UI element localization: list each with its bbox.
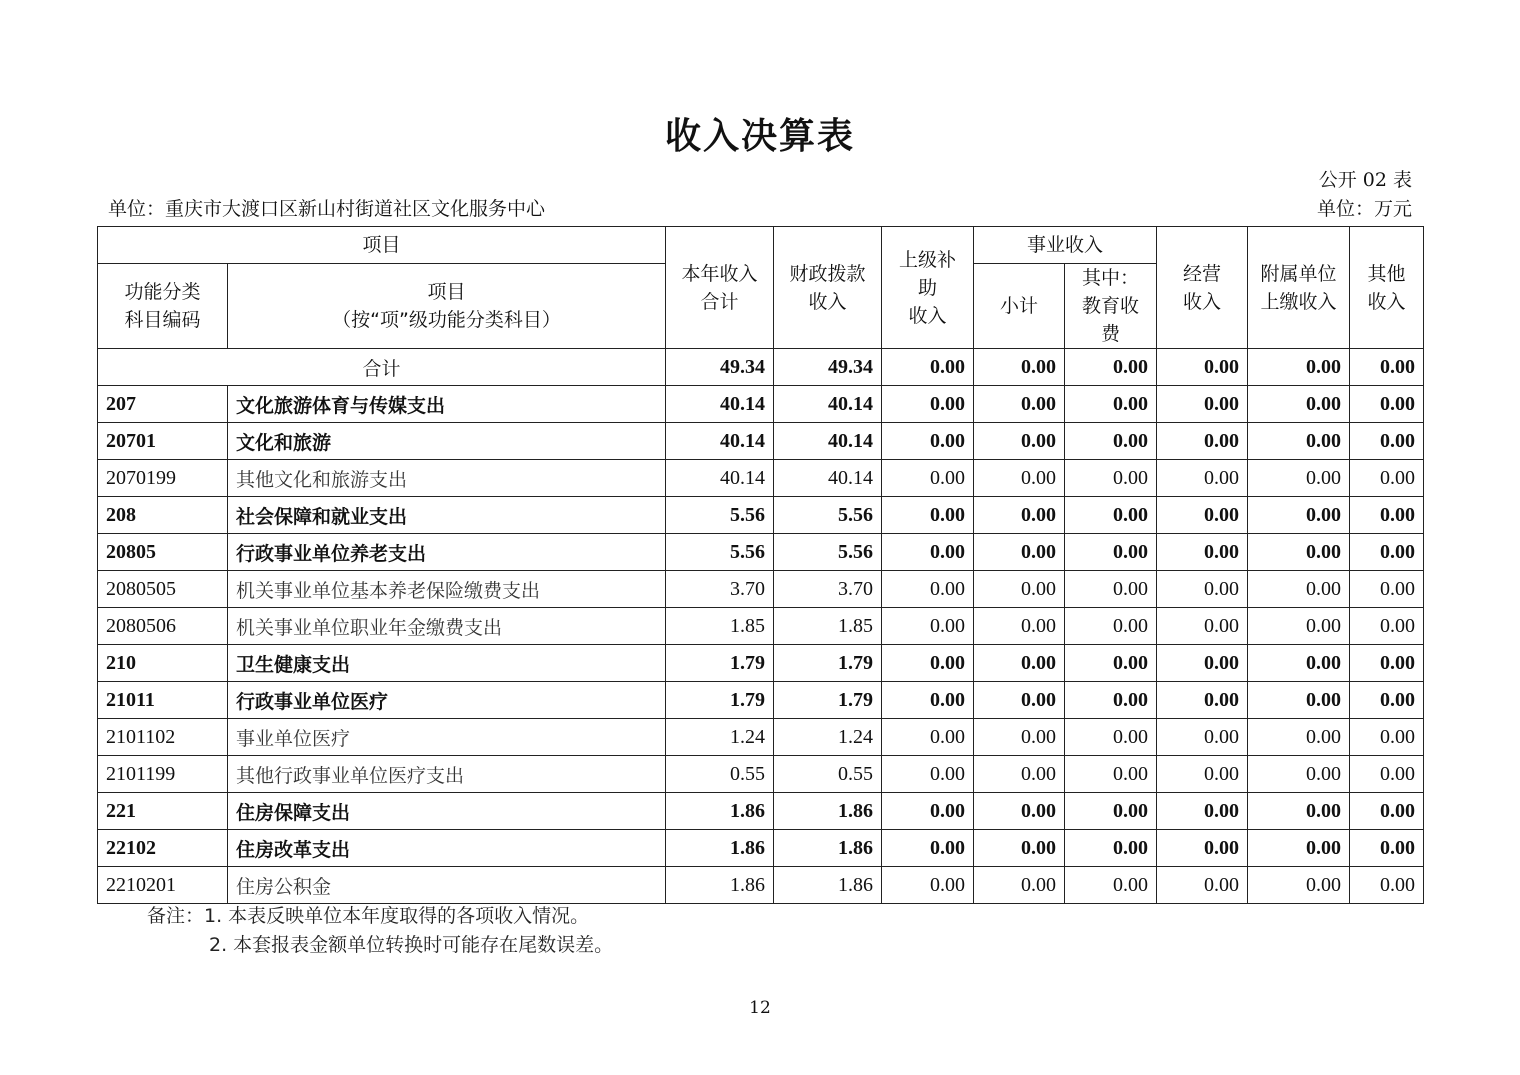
header-edu-fee: 其中： 教育收费 (1065, 264, 1157, 349)
edu-fee-cell: 0.00 (1065, 460, 1157, 497)
total-income-cell: 1.86 (666, 830, 774, 867)
business-subtotal-cell: 0.00 (974, 719, 1065, 756)
header-operating: 经营 收入 (1157, 227, 1248, 349)
operating-cell: 0.00 (1157, 867, 1248, 904)
affiliated-cell: 0.00 (1248, 756, 1350, 793)
affiliated-cell: 0.00 (1248, 867, 1350, 904)
total-income-cell: 1.86 (666, 793, 774, 830)
fiscal-cell: 40.14 (774, 386, 882, 423)
affiliated-cell: 0.00 (1248, 793, 1350, 830)
table-row (98, 497, 1424, 534)
edu-fee-cell: 0.00 (1065, 830, 1157, 867)
item-name-cell: 卫生健康支出 (228, 645, 666, 682)
edu-fee-cell: 0.00 (1065, 719, 1157, 756)
item-name-cell: 文化旅游体育与传媒支出 (228, 386, 666, 423)
edu-fee-cell: 0.00 (1065, 608, 1157, 645)
edu-fee-cell: 0.00 (1065, 682, 1157, 719)
business-subtotal-cell: 0.00 (974, 756, 1065, 793)
operating-cell: 0.00 (1157, 608, 1248, 645)
superior-cell: 0.00 (882, 756, 974, 793)
table-row (98, 645, 1424, 682)
item-name-cell: 机关事业单位职业年金缴费支出 (228, 608, 666, 645)
header-total-income: 本年收入 合计 (666, 227, 774, 349)
edu-fee-cell: 0.00 (1065, 571, 1157, 608)
operating-cell: 0.00 (1157, 830, 1248, 867)
header-affiliated: 附属单位 上缴收入 (1248, 227, 1350, 349)
edu-fee-cell: 0.00 (1065, 497, 1157, 534)
total-income-cell: 1.79 (666, 645, 774, 682)
item-name-cell: 住房保障支出 (228, 793, 666, 830)
total-income-cell: 1.85 (666, 608, 774, 645)
operating-cell: 0.00 (1157, 386, 1248, 423)
edu-fee-cell: 0.00 (1065, 645, 1157, 682)
table-row (98, 534, 1424, 571)
business-subtotal-cell: 0.00 (974, 423, 1065, 460)
fiscal-cell: 1.86 (774, 793, 882, 830)
fiscal-cell: 1.86 (774, 830, 882, 867)
operating-cell: 0.00 (1157, 497, 1248, 534)
table-row (98, 423, 1424, 460)
edu-fee-cell: 0.00 (1065, 386, 1157, 423)
affiliated-cell: 0.00 (1248, 682, 1350, 719)
unit-currency: 单位：万元 (1316, 198, 1412, 220)
superior-cell: 0.00 (882, 682, 974, 719)
code-cell: 221 (98, 793, 228, 830)
superior-cell: 0.00 (882, 793, 974, 830)
business-subtotal-cell: 0.00 (974, 534, 1065, 571)
table-row (98, 682, 1424, 719)
fiscal-cell: 1.86 (774, 867, 882, 904)
affiliated-cell: 0.00 (1248, 719, 1350, 756)
business-subtotal-cell: 0.00 (974, 830, 1065, 867)
header-item: 项目 (98, 227, 666, 264)
code-cell: 2210201 (98, 867, 228, 904)
total-income-cell: 3.70 (666, 571, 774, 608)
affiliated-cell: 0.00 (1248, 571, 1350, 608)
header-func-code: 功能分类 科目编码 (98, 264, 228, 349)
edu-fee-cell: 0.00 (1065, 793, 1157, 830)
other-cell: 0.00 (1350, 608, 1424, 645)
business-subtotal-cell: 0.00 (974, 682, 1065, 719)
item-name-cell: 其他文化和旅游支出 (228, 460, 666, 497)
operating-cell: 0.00 (1157, 423, 1248, 460)
other-cell: 0.00 (1350, 386, 1424, 423)
superior-cell: 0.00 (882, 830, 974, 867)
total-income-cell: 40.14 (666, 460, 774, 497)
superior-cell: 0.00 (882, 534, 974, 571)
header-other: 其他 收入 (1350, 227, 1424, 349)
item-name-cell: 住房公积金 (228, 867, 666, 904)
unit-organization: 单位：重庆市大渡口区新山村街道社区文化服务中心 (108, 198, 546, 220)
other-cell: 0.00 (1350, 719, 1424, 756)
edu-fee-cell: 0.00 (1065, 756, 1157, 793)
operating-cell: 0.00 (1157, 793, 1248, 830)
other-cell: 0.00 (1350, 423, 1424, 460)
total-income-cell: 1.24 (666, 719, 774, 756)
note-line-1: 备注：1. 本表反映单位本年度取得的各项收入情况。 (147, 905, 590, 927)
form-number: 公开 02 表 (1318, 169, 1412, 191)
code-cell: 2070199 (98, 460, 228, 497)
operating-cell: 0.00 (1157, 571, 1248, 608)
code-cell: 2080506 (98, 608, 228, 645)
operating-cell: 0.00 (1157, 534, 1248, 571)
operating-cell: 0.00 (1157, 460, 1248, 497)
code-cell: 2101199 (98, 756, 228, 793)
affiliated-cell: 0.00 (1248, 534, 1350, 571)
table-row (98, 386, 1424, 423)
superior-cell: 0.00 (882, 867, 974, 904)
business-subtotal-cell: 0.00 (974, 793, 1065, 830)
total-income-cell: 5.56 (666, 534, 774, 571)
operating-cell: 0.00 (1157, 682, 1248, 719)
code-cell: 20701 (98, 423, 228, 460)
notes (147, 902, 613, 960)
superior-cell: 0.00 (882, 571, 974, 608)
affiliated-cell: 0.00 (1248, 386, 1350, 423)
operating-cell: 0.00 (1157, 756, 1248, 793)
total-income-cell: 1.86 (666, 867, 774, 904)
other-cell: 0.00 (1350, 497, 1424, 534)
total-income-cell: 40.14 (666, 386, 774, 423)
superior-cell: 0.00 (882, 460, 974, 497)
superior-cell: 0.00 (882, 608, 974, 645)
edu-fee-cell: 0.00 (1065, 867, 1157, 904)
table-row (98, 830, 1424, 867)
fiscal-cell: 40.14 (774, 460, 882, 497)
code-cell: 207 (98, 386, 228, 423)
fiscal-cell: 0.55 (774, 756, 882, 793)
superior-cell: 0.00 (882, 719, 974, 756)
table-row (98, 571, 1424, 608)
other-cell: 0.00 (1350, 682, 1424, 719)
business-subtotal-cell: 0.00 (974, 460, 1065, 497)
other-cell: 0.00 (1350, 534, 1424, 571)
total-operating-cell: 0.00 (1157, 349, 1248, 386)
affiliated-cell: 0.00 (1248, 423, 1350, 460)
superior-cell: 0.00 (882, 497, 974, 534)
total-income-cell: 40.14 (666, 423, 774, 460)
note-line-2: 2. 本套报表金额单位转换时可能存在尾数误差。 (209, 934, 614, 956)
affiliated-cell: 0.00 (1248, 460, 1350, 497)
other-cell: 0.00 (1350, 793, 1424, 830)
total-total-income-cell: 49.34 (666, 349, 774, 386)
total-business-subtotal-cell: 0.00 (974, 349, 1065, 386)
code-cell: 20805 (98, 534, 228, 571)
table-row (98, 867, 1424, 904)
table-row (98, 608, 1424, 645)
page-number: 12 (749, 998, 771, 1018)
operating-cell: 0.00 (1157, 645, 1248, 682)
total-other-cell: 0.00 (1350, 349, 1424, 386)
item-name-cell: 住房改革支出 (228, 830, 666, 867)
total-edu-fee-cell: 0.00 (1065, 349, 1157, 386)
total-income-cell: 0.55 (666, 756, 774, 793)
code-cell: 21011 (98, 682, 228, 719)
page-title: 收入决算表 (664, 116, 855, 157)
business-subtotal-cell: 0.00 (974, 571, 1065, 608)
item-name-cell: 行政事业单位养老支出 (228, 534, 666, 571)
other-cell: 0.00 (1350, 867, 1424, 904)
business-subtotal-cell: 0.00 (974, 497, 1065, 534)
item-name-cell: 事业单位医疗 (228, 719, 666, 756)
business-subtotal-cell: 0.00 (974, 867, 1065, 904)
other-cell: 0.00 (1350, 460, 1424, 497)
header-item-sub: 项目 （按“项”级功能分类科目） (228, 264, 666, 349)
affiliated-cell: 0.00 (1248, 830, 1350, 867)
fiscal-cell: 1.24 (774, 719, 882, 756)
item-name-cell: 文化和旅游 (228, 423, 666, 460)
superior-cell: 0.00 (882, 386, 974, 423)
table-row (98, 756, 1424, 793)
code-cell: 210 (98, 645, 228, 682)
fiscal-cell: 3.70 (774, 571, 882, 608)
header-superior: 上级补助 收入 (882, 227, 974, 349)
other-cell: 0.00 (1350, 571, 1424, 608)
other-cell: 0.00 (1350, 756, 1424, 793)
business-subtotal-cell: 0.00 (974, 645, 1065, 682)
total-income-cell: 1.79 (666, 682, 774, 719)
item-name-cell: 社会保障和就业支出 (228, 497, 666, 534)
code-cell: 2080505 (98, 571, 228, 608)
total-income-cell: 5.56 (666, 497, 774, 534)
table-row (98, 719, 1424, 756)
total-affiliated-cell: 0.00 (1248, 349, 1350, 386)
fiscal-cell: 40.14 (774, 423, 882, 460)
fiscal-cell: 5.56 (774, 534, 882, 571)
superior-cell: 0.00 (882, 423, 974, 460)
total-row (98, 349, 1424, 386)
superior-cell: 0.00 (882, 645, 974, 682)
affiliated-cell: 0.00 (1248, 645, 1350, 682)
fiscal-cell: 1.85 (774, 608, 882, 645)
item-name-cell: 其他行政事业单位医疗支出 (228, 756, 666, 793)
total-superior-cell: 0.00 (882, 349, 974, 386)
header-subtotal: 小计 (974, 264, 1065, 349)
item-name-cell: 行政事业单位医疗 (228, 682, 666, 719)
total-fiscal-cell: 49.34 (774, 349, 882, 386)
code-cell: 208 (98, 497, 228, 534)
other-cell: 0.00 (1350, 645, 1424, 682)
edu-fee-cell: 0.00 (1065, 423, 1157, 460)
header-fiscal: 财政拨款 收入 (774, 227, 882, 349)
fiscal-cell: 5.56 (774, 497, 882, 534)
table-row (98, 460, 1424, 497)
code-cell: 2101102 (98, 719, 228, 756)
header-business: 事业收入 (974, 227, 1157, 264)
fiscal-cell: 1.79 (774, 645, 882, 682)
business-subtotal-cell: 0.00 (974, 386, 1065, 423)
edu-fee-cell: 0.00 (1065, 534, 1157, 571)
affiliated-cell: 0.00 (1248, 608, 1350, 645)
item-name-cell: 机关事业单位基本养老保险缴费支出 (228, 571, 666, 608)
code-cell: 22102 (98, 830, 228, 867)
other-cell: 0.00 (1350, 830, 1424, 867)
income-table (97, 226, 1424, 904)
operating-cell: 0.00 (1157, 719, 1248, 756)
affiliated-cell: 0.00 (1248, 497, 1350, 534)
fiscal-cell: 1.79 (774, 682, 882, 719)
business-subtotal-cell: 0.00 (974, 608, 1065, 645)
total-label: 合计 (98, 349, 666, 386)
table-row (98, 793, 1424, 830)
